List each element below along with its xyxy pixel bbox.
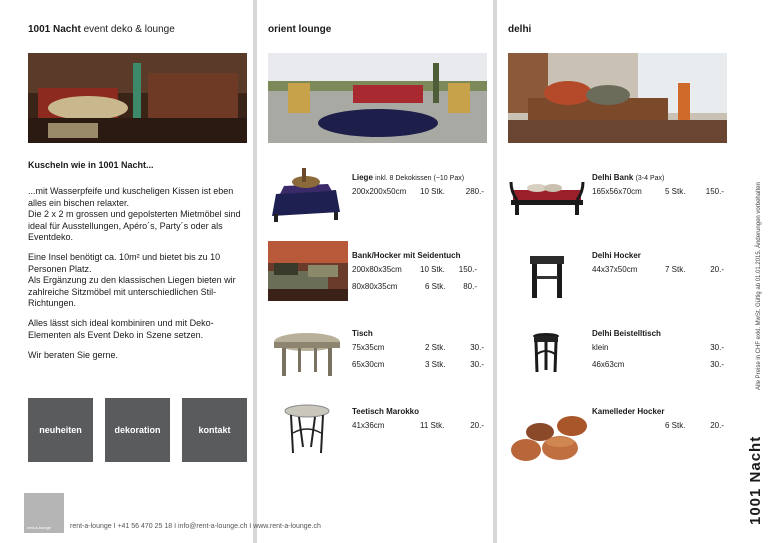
bank-qty-2: 6 Stk.	[425, 282, 446, 291]
liege-price: 280.-	[465, 187, 484, 196]
delhi-hocker-qty: 7 Stk.	[665, 265, 686, 274]
nav-button-neuheiten[interactable]: neuheiten	[28, 398, 93, 462]
tisch-qty-1: 2 Stk.	[425, 343, 446, 352]
bank-qty-1: 10 Stk.	[420, 265, 445, 274]
delhi-hocker-dim: 44x37x50cm	[592, 265, 638, 274]
column-divider-1	[253, 0, 257, 543]
col-title-orient: orient lounge	[268, 24, 332, 35]
beistelltisch-price-1: 30.-	[710, 343, 724, 352]
teetisch-product-image	[283, 403, 331, 459]
bank-dim-1: 200x80x35cm	[352, 265, 402, 274]
intro-paragraph-1: ...mit Wasserpfeife und kuscheligen Kissen ist eben alles ein bischen relaxter. Die 2 x 2 m grossen und gepolsterten Mietmöbel sind ideal für Ausstellungen, Apéro´s, Party´s oder als Eventdeko.	[28, 186, 241, 242]
tisch-price-1: 30.-	[470, 343, 484, 352]
delhi-bank-price: 150.-	[705, 187, 724, 196]
rent-a-lounge-logo[interactable]	[24, 493, 64, 533]
liege-qty: 10 Stk.	[420, 187, 445, 196]
product-title-delhi-bank: Delhi Bank (3-4 Pax)	[592, 173, 665, 182]
beistelltisch-price-2: 30.-	[710, 360, 724, 369]
delhi-bank-dim: 165x56x70cm	[592, 187, 642, 196]
intro-paragraph-4: Wir beraten Sie gerne.	[28, 350, 119, 360]
tisch-price-2: 30.-	[470, 360, 484, 369]
teetisch-dim: 41x36cm	[352, 421, 385, 430]
beistelltisch-dim-1: klein	[592, 343, 609, 352]
product-title-tisch: Tisch	[352, 329, 373, 338]
col-title-delhi: delhi	[508, 24, 532, 35]
teetisch-price: 20.-	[470, 421, 484, 430]
product-title-liege: Liege inkl. 8 Dekokissen (~10 Pax)	[352, 173, 465, 182]
tisch-dim-2: 65x30cm	[352, 360, 385, 369]
delhi-bank-product-image	[509, 178, 585, 218]
brand-bold: 1001 Nacht	[28, 24, 81, 35]
kamelleder-price: 20.-	[710, 421, 724, 430]
liege-product-image	[270, 164, 342, 226]
terrace-lounge-photo	[268, 53, 487, 143]
kamelleder-hocker-product-image	[510, 412, 590, 464]
logo-text: rent-a-lounge	[27, 525, 51, 530]
kamelleder-qty: 6 Stk.	[665, 421, 686, 430]
hookah-lounge-photo	[28, 53, 247, 143]
tisch-dim-1: 75x35cm	[352, 343, 385, 352]
price-note: Alle Preise in CHF exkl. MwSt. Gültig ab 01.01.2015. Änderungen vorbehalten	[756, 182, 762, 390]
column-divider-2	[493, 0, 497, 543]
tisch-qty-2: 3 Stk.	[425, 360, 446, 369]
nav-button-kontakt[interactable]: kontakt	[182, 398, 247, 462]
tisch-product-image	[272, 330, 342, 380]
brand-rest: event deko & lounge	[83, 24, 175, 35]
product-title-teetisch: Teetisch Marokko	[352, 407, 419, 416]
bank-hocker-product-image	[268, 241, 348, 301]
intro-paragraph-3: Alles lässt sich ideal kombiniren und mit Deko-Elementen als Event Deko in Szene setzen.	[28, 318, 214, 340]
footer-contact: rent-a-lounge I +41 56 470 25 18 I info@rent-a-lounge.ch I www.rent-a-lounge.ch	[70, 523, 321, 530]
delhi-bench-photo	[508, 53, 727, 143]
beistelltisch-dim-2: 46x63cm	[592, 360, 625, 369]
nav-button-dekoration[interactable]: dekoration	[105, 398, 170, 462]
vertical-brand: 1001 Nacht	[747, 435, 764, 525]
delhi-bank-qty: 5 Stk.	[665, 187, 686, 196]
brand-header	[28, 24, 175, 35]
product-title-delhi-hocker: Delhi Hocker	[592, 251, 641, 260]
delhi-hocker-price: 20.-	[710, 265, 724, 274]
bank-price-1: 150.-	[458, 265, 477, 274]
teetisch-qty: 11 Stk.	[420, 421, 445, 430]
intro-heading: Kuscheln wie in 1001 Nacht...	[28, 160, 154, 170]
delhi-beistelltisch-product-image	[531, 332, 561, 374]
bank-dim-2: 80x80x35cm	[352, 282, 398, 291]
product-title-bank-hocker: Bank/Hocker mit Seidentuch	[352, 251, 461, 260]
bank-price-2: 80.-	[463, 282, 477, 291]
intro-paragraph-2: Eine Insel benötigt ca. 10m² und bietet bis zu 10 Personen Platz. Als Ergänzung zu den klassischen Liegen bieten wir zahlreiche Sitzmöbel mit unterschiedlichen Stil-Richtungen.	[28, 252, 236, 308]
product-title-delhi-beistelltisch: Delhi Beistelltisch	[592, 329, 661, 338]
liege-dim: 200x200x50cm	[352, 187, 407, 196]
delhi-hocker-product-image	[528, 254, 566, 300]
product-title-kamelleder-hocker: Kamelleder Hocker	[592, 407, 665, 416]
